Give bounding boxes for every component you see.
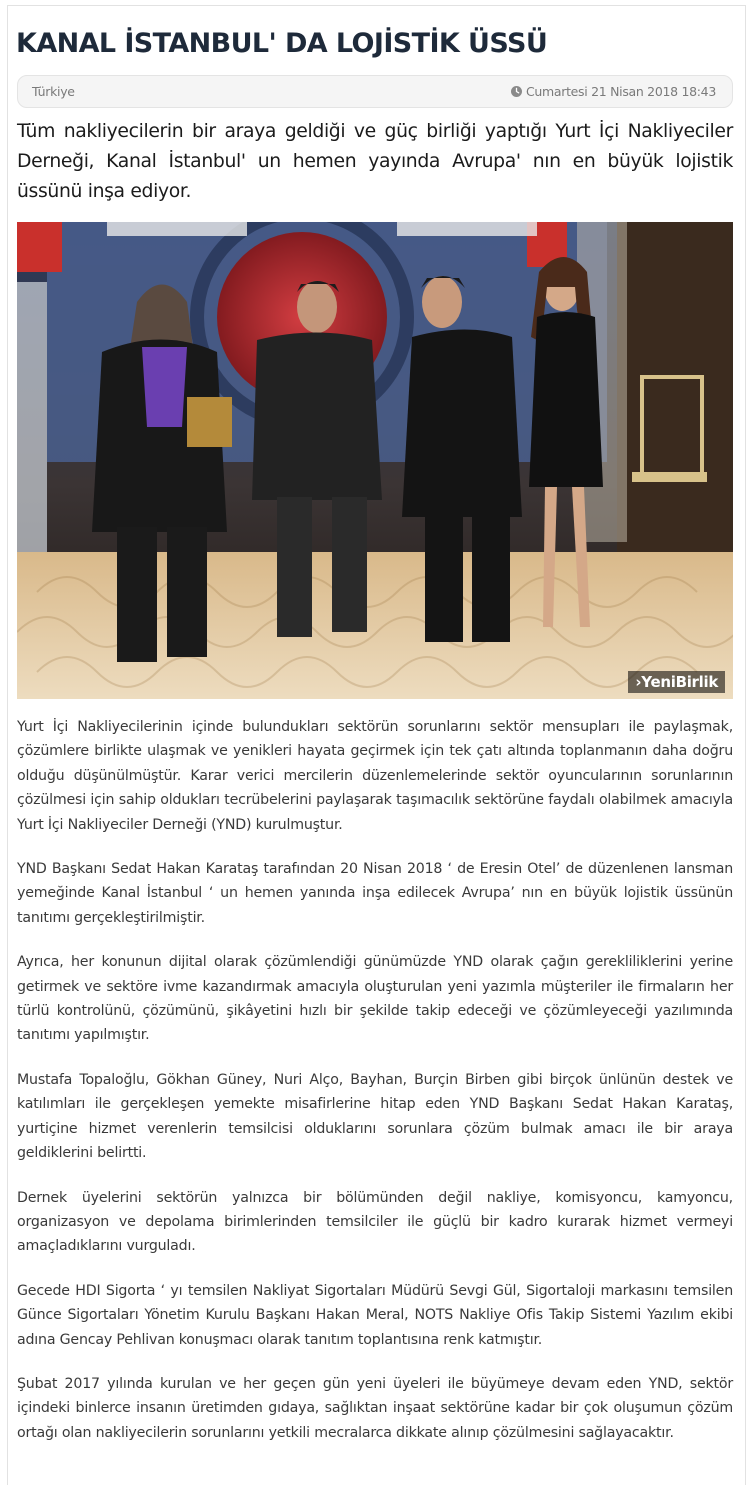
- clock-icon: [511, 86, 522, 97]
- article-lead: Tüm nakliyecilerin bir araya geldiği ve güç birliği yaptığı Yurt İçi Nakliyeciler Derneği, Kanal İstanbul' un hemen yayında Avrupa' nın en büyük lojistik üssünü inşa ediyor.: [17, 121, 733, 202]
- body-paragraph-7: Şubat 2017 yılında kurulan ve her geçen gün yeni üyeleri ile büyümeye devam eden YND, sektör içindeki binlerce insanın üretimden gıdaya, sağlıktan inşaat sektörüne kadar bir çok oluşumun çözüm ortağı olan nakliyecilerin sorunlarını yetkili mecralarca dikkate alınıp çözülmesini sağlayacaktır.: [17, 1375, 733, 1441]
- body-paragraph-1: Yurt İçi Nakliyecilerinin içinde bulundukları sektörün sorunlarını sektör mensupları ile paylaşmak, çözümlere birlikte ulaşmak ve yenikleri hayata geçirmek için tek çatı altında toplanmanın daha doğru olduğu düşünülmüştür. Karar verici mercilerin düzenlemelerinde sektör oyuncularının sorunlarının çözülmesi için sahip oldukları tecrübelerini paylaşarak taşımacılık sektörüne faydalı olabilmek amacıyla Yurt İçi Nakliyeciler Derneği (YND) kurulmuştur.: [17, 719, 733, 833]
- body-paragraph-6: Gecede HDI Sigorta ‘ yı temsilen Nakliyat Sigortaları Müdürü Sevgi Gül, Sigortaloji markasını temsilen Günce Sigortaları Yönetim Kurulu Başkanı Hakan Meral, NOTS Nakliye Ofis Takip Sistemi Yazılım ekibi adına Gencay Pehlivan konuşmacı olarak tanıtım toplantısına renk katmıştır.: [17, 1282, 733, 1348]
- body-paragraph-5: Dernek üyelerini sektörün yalnızca bir bölümünden değil nakliye, komisyoncu, kamyoncu, organizasyon ve depolama birimlerinden temsilciler ile güçlü bir kadro kurarak hizmet vermeyi amaçladıklarını vurguladı.: [17, 1189, 733, 1255]
- body-paragraph-4: Mustafa Topaloğlu, Gökhan Güney, Nuri Alço, Bayhan, Burçin Birben gibi birçok ünlünün destek ve katılımları ile gerçekleşen yemekte misafirlerine hitap eden YND Başkanı Sedat Hakan Karataş, yurtiçine hizmet verenlerin temsilcisi olduklarını sorunlara çözüm bulmak amacı ile bir araya geldiklerini belirtti.: [17, 1071, 733, 1162]
- publish-date-text: Cumartesi 21 Nisan 2018 18:43: [525, 84, 716, 99]
- body-paragraph-2: YND Başkanı Sedat Hakan Karataş tarafından 20 Nisan 2018 ‘ de Eresin Otel’ de düzenlenen lansman yemeğinde Kanal İstanbul ‘ un hemen yanında inşa edilecek Avrupa’ nın en büyük lojistik üssünün tanıtımı gerçekleştirilmiştir.: [17, 861, 733, 926]
- publish-date: [511, 84, 716, 99]
- event-photo-illustration: [17, 222, 733, 699]
- article-body: [17, 715, 733, 1465]
- category-link[interactable]: Türkiye: [32, 84, 75, 99]
- image-watermark: ›YeniBirlik: [628, 671, 725, 693]
- body-paragraph-3: Ayrıca, her konunun dijital olarak çözümlendiği günümüzde YND olarak çağın gerekliliklerini yerine getirmek ve sektöre ivme kazandırmak amacıyla oluşturulan yeni yazımla müşteriler ile firmaların her türlü kontrolünü, çözümünü, şikâyetini hızlı bir şekilde takip edeceği ve çözümleyeceği yazılımında tanıtımı yapılmıştır.: [17, 954, 733, 1044]
- article-title: KANAL İSTANBUL' DA LOJİSTİK ÜSSÜ: [16, 28, 548, 59]
- article-meta-bar: [17, 75, 733, 108]
- article-photo: [17, 222, 733, 699]
